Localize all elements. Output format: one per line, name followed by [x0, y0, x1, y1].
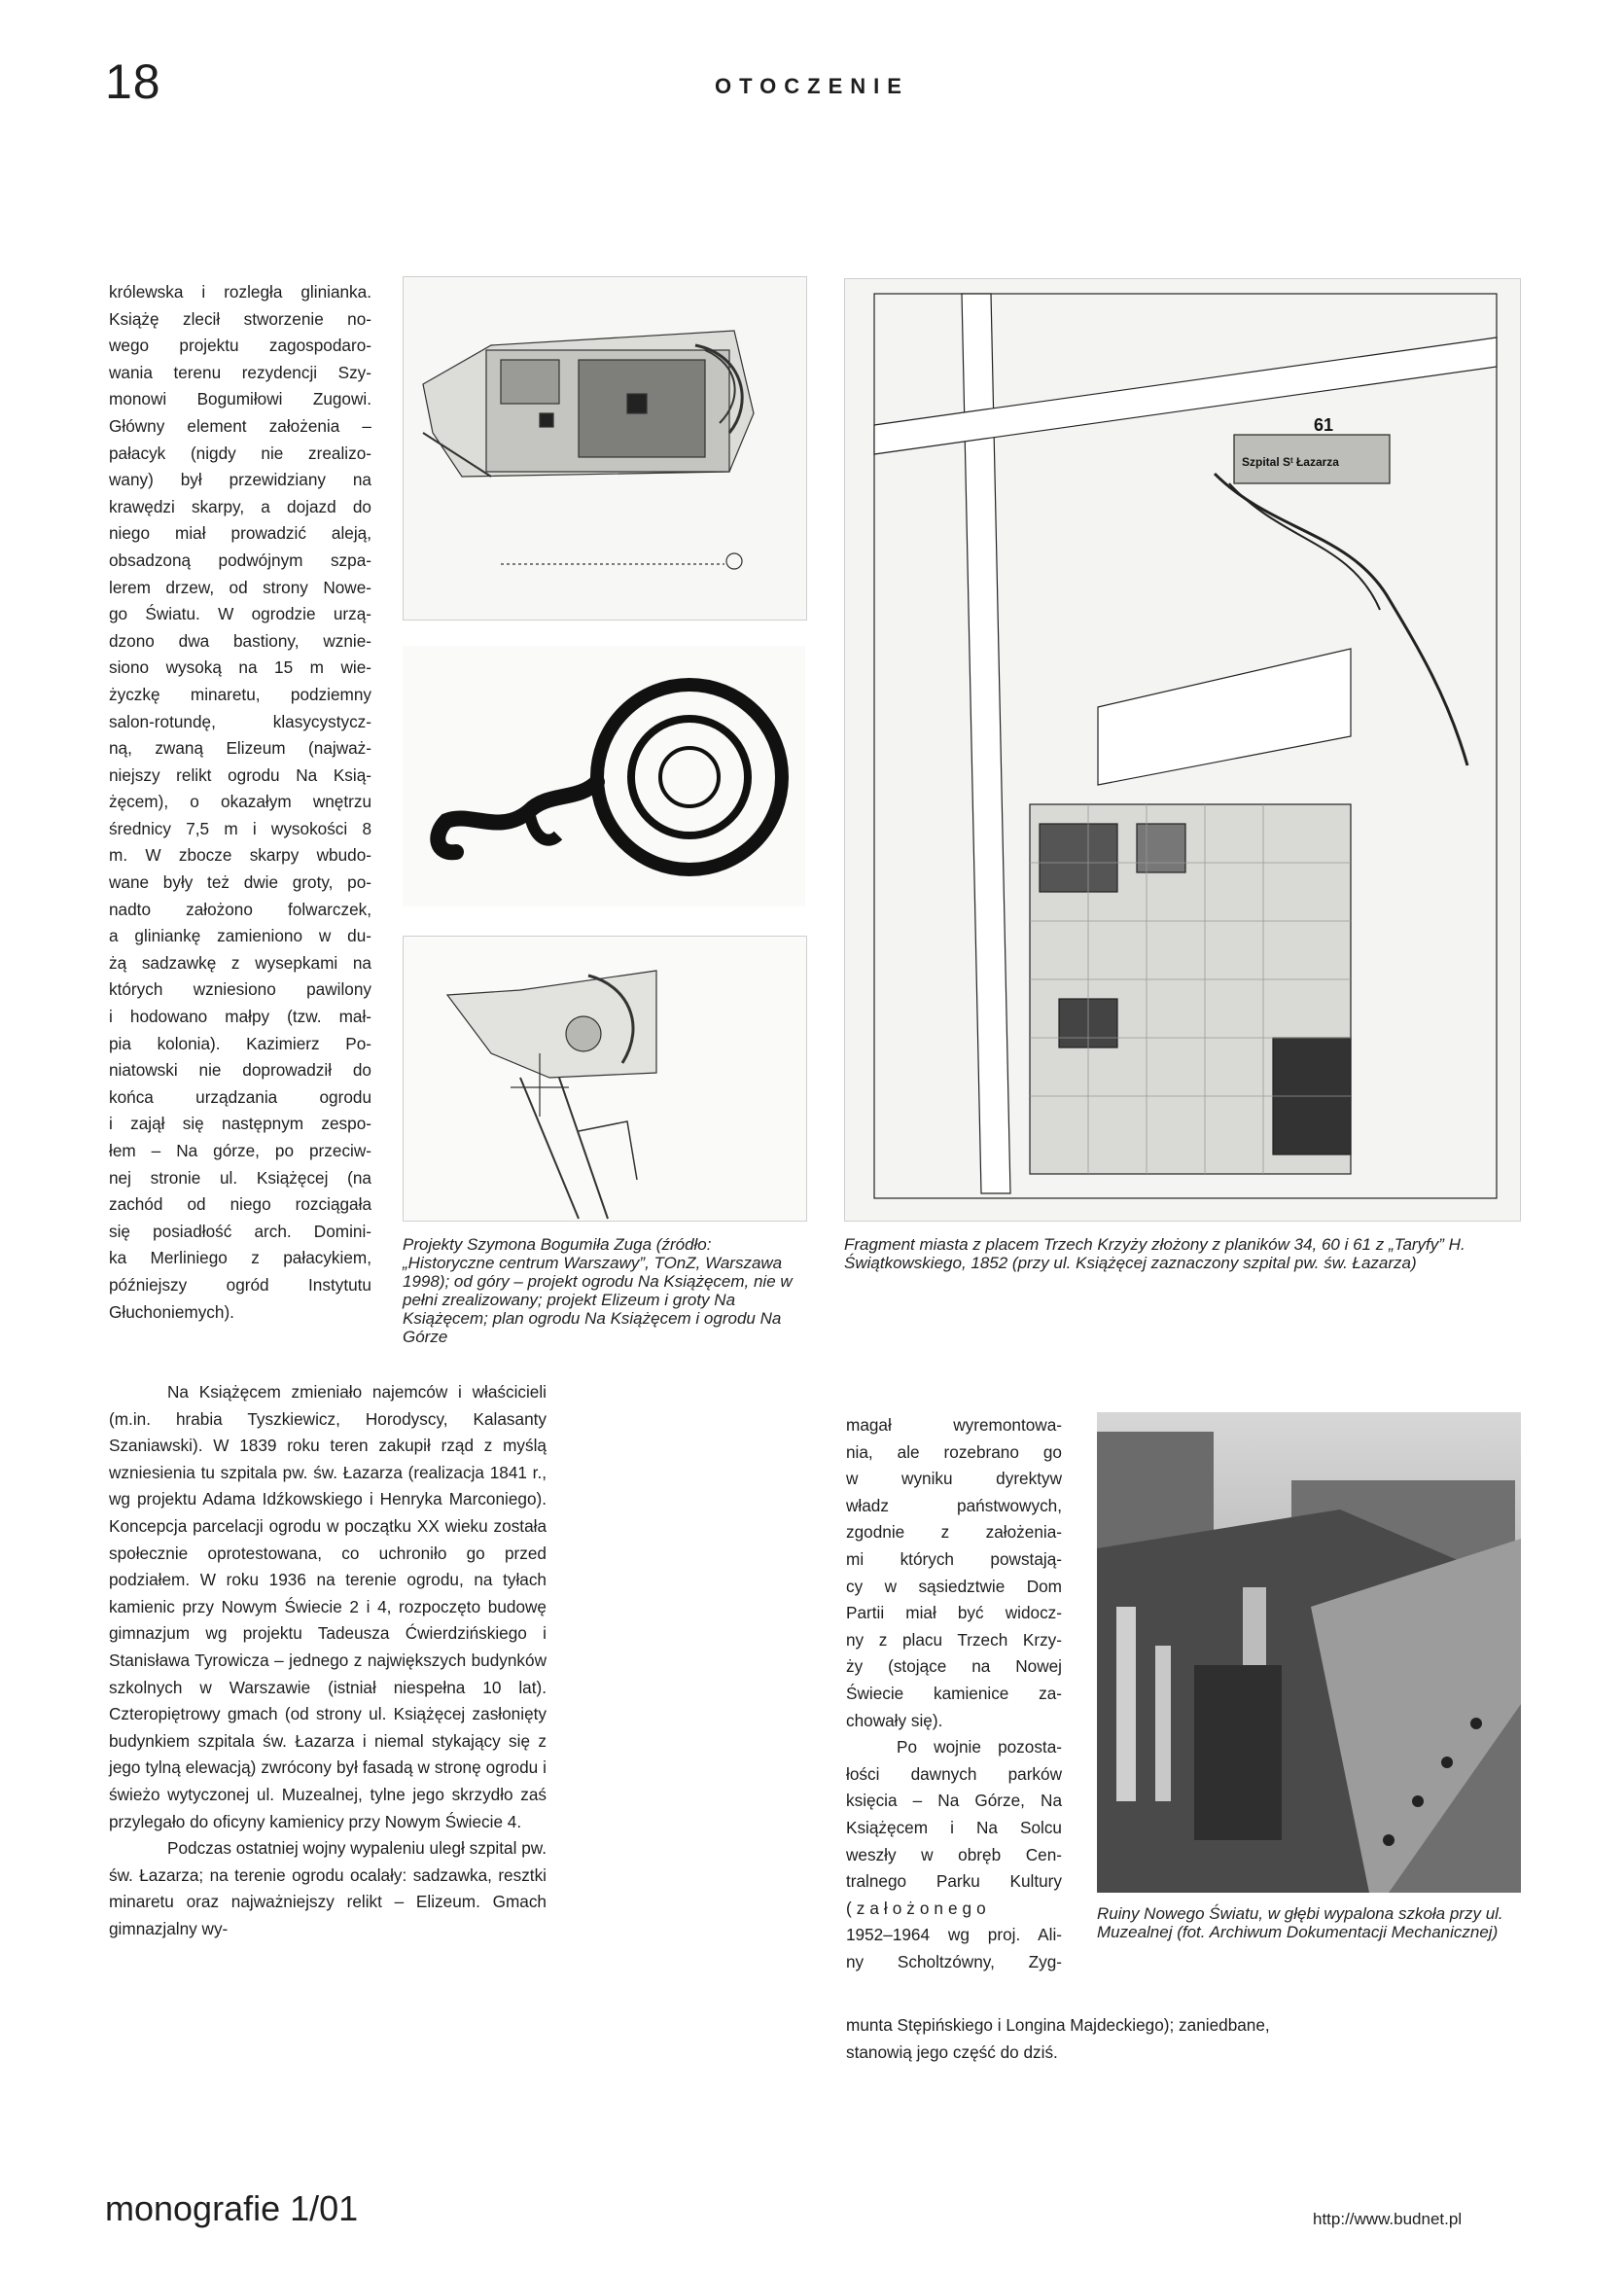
text-line: Partii miał być widocz-: [846, 1603, 1062, 1623]
text-line: Po wojnie pozosta-: [897, 1737, 1062, 1757]
text-line: późniejszy ogród Instytutu: [109, 1274, 371, 1295]
text-line: władz państwowych,: [846, 1495, 1062, 1515]
text-line: go Światu. W ogrodzie urzą-: [109, 604, 371, 624]
text-line: weszły w obręb Cen-: [846, 1844, 1062, 1864]
publication-title: monografie 1/01: [105, 2188, 359, 2228]
ruins-photo: [1097, 1412, 1521, 1893]
article-paragraph: Podczas ostatniej wojny wypaleniu uległ szpital pw. św. Łazarza; na terenie ogrodu ocalały: sadzawka, resztki minaretu oraz najważniejszy relikt – Elizeum. Gmach gimnazjalny wy-: [109, 1838, 547, 1938]
text-line: siono wysoką na 15 m wie-: [109, 657, 371, 678]
text-line: pałacyk (nigdy nie zrealizo-: [109, 443, 371, 463]
text-line: ny z placu Trzech Krzy-: [846, 1629, 1062, 1650]
text-line: się posiadłość arch. Domini-: [109, 1221, 371, 1241]
text-line: nej stronie ul. Książęcej (na: [109, 1167, 371, 1188]
text-line: zachód od niego rozciągała: [109, 1194, 371, 1215]
article-column-1: [109, 279, 371, 1326]
text-line: monowi Bogumiłowi Zugowi.: [109, 389, 371, 409]
text-line: Główny element założenia –: [109, 415, 371, 436]
text-line: niatowski nie doprowadził do: [109, 1060, 371, 1081]
text-line: mi których powstają-: [846, 1548, 1062, 1569]
text-line: krawędzi skarpy, a dojazd do: [109, 496, 371, 516]
text-line: wane były też dwie groty, po-: [109, 872, 371, 893]
publisher-url[interactable]: http://www.budnet.pl: [1313, 2210, 1463, 2228]
text-line: zgodnie z założenia-: [846, 1522, 1062, 1543]
text-line: a gliniankę zamieniono w du-: [109, 926, 371, 946]
text-line: ną, zwaną Elizeum (najważ-: [109, 738, 371, 759]
article-column-3: [846, 1412, 1062, 1975]
text-line: w wyniku dyrektyw: [846, 1469, 1062, 1489]
text-line: nia, ale rozebrano go: [846, 1441, 1062, 1462]
garden-project-drawing: [403, 276, 807, 621]
article-column-1b: [109, 1379, 547, 1942]
text-line: łości dawnych parków: [846, 1763, 1062, 1784]
text-line: życzkę minaretu, podziemny: [109, 684, 371, 704]
text-line: ny Scholtzówny, Zyg-: [846, 1951, 1062, 1971]
text-line: 1952–1964 wg proj. Ali-: [846, 1925, 1062, 1945]
text-line: końca urządzania ogrodu: [109, 1086, 371, 1107]
text-line: pia kolonia). Kazimierz Po-: [109, 1033, 371, 1053]
text-line: żęcem), o okazałym wnętrzu: [109, 792, 371, 812]
garden-plan-drawing: [403, 936, 807, 1222]
text-line: salon-rotundę, klasycystycz-: [109, 711, 371, 731]
page-number: 18: [105, 54, 161, 109]
text-line: Książę zlecił stworzenie no-: [109, 308, 371, 329]
text-line: łem – Na górze, po przeciw-: [109, 1141, 371, 1160]
text-line: obsadzoną podwójnym szpa-: [109, 550, 371, 570]
city-map: [844, 278, 1521, 1222]
text-line: dzono dwa bastiony, wznie-: [109, 630, 371, 651]
text-line: żą sadzawkę z wysepkami na: [109, 952, 371, 973]
text-line: i zajął się następnym zespo-: [109, 1114, 371, 1134]
text-line: królewska i rozległa glinianka.: [109, 282, 371, 302]
text-line: niego miał prowadzić aleją,: [109, 523, 371, 544]
text-line: Świecie kamienice za-: [846, 1683, 1062, 1703]
text-line: wania terenu rezydencji Szy-: [109, 362, 371, 382]
text-line: (założonego: [846, 1898, 991, 1918]
article-column-3-tail: munta Stępińskiego i Longina Majdeckiego); zaniedbane, stanowią jego część do dziś.: [846, 2015, 1270, 2062]
text-line: Książęcem i Na Solcu: [846, 1817, 1062, 1837]
text-line: wego projektu zagospodaro-: [109, 336, 371, 356]
text-line: cy w sąsiedztwie Dom: [846, 1576, 1062, 1596]
text-line: średnicy 7,5 m i wysokości 8: [109, 818, 371, 838]
elizeum-plan-drawing: [403, 646, 805, 906]
text-line: tralnego Parku Kultury: [846, 1871, 1062, 1892]
text-line: niejszy relikt ogrodu Na Ksią-: [109, 764, 371, 785]
map-label-61: 61: [1314, 415, 1334, 435]
text-line: i hodowano małpy (tzw. mał-: [109, 1007, 371, 1027]
caption-zug-projects: Projekty Szymona Bogumiła Zuga (źródło: „Historyczne centrum Warszawy”, TOnZ, Warszawa 1998); od góry – projekt ogrodu Na Książęcem, nie w pełni zrealizowany; projekt Elizeum i groty Na Książęcem; plan ogrodu Na Książęcem i ogrodu Na Górze: [403, 1235, 793, 1346]
text-line: ży (stojące na Nowej: [846, 1656, 1062, 1677]
text-line: których wzniesiono pawilony: [109, 979, 371, 1000]
text-line: Głuchoniemych).: [109, 1301, 234, 1322]
text-line: lerem drzew, od strony Nowe-: [109, 577, 371, 597]
text-line: księcia – Na Górze, Na: [846, 1791, 1062, 1811]
caption-city-map: Fragment miasta z placem Trzech Krzyży złożony z planików 34, 60 i 61 z „Taryfy” H. Świątkowskiego, 1852 (przy ul. Książęcej zaznaczony szpital pw. św. Łazarza): [844, 1235, 1465, 1272]
text-line: nadto założono folwarczek,: [109, 899, 371, 919]
text-line: ka Merliniego z pałacykiem,: [109, 1248, 371, 1268]
text-line: m. W zbocze skarpy wbudo-: [109, 845, 371, 866]
section-title: OTOCZENIE: [715, 74, 909, 98]
text-line: wany) był przewidziany na: [109, 470, 371, 490]
caption-ruins-photo: Ruiny Nowego Światu, w głębi wypalona szkoła przy ul. Muzealnej (fot. Archiwum Dokumentacji Mechanicznej): [1097, 1904, 1503, 1941]
text-line: magał wyremontowa-: [846, 1415, 1062, 1435]
map-label-hospital: Szpital Sᵗ Łazarza: [1242, 455, 1339, 469]
text-line: chowały się).: [846, 1710, 943, 1730]
article-paragraph: Na Książęcem zmieniało najemców i właścicieli (m.in. hrabia Tyszkiewicz, Horodyscy, Kalasanty Szaniawski). W 1839 roku teren zakupił rząd z myślą wzniesienia tu szpitala pw. św. Łazarza (realizacja 1841 r., wg projektu Adama Idźkowskiego i Henryka Marconiego). Koncepcja parcelacji ogrodu w początku XX wieku została społecznie oprotestowana, co uchroniło go przed podziałem. W roku 1936 na terenie ogrodu, na tyłach kamienic przy Nowym Świecie 2 i 4, rozpoczęto budowę gimnazjum wg projektu Tadeusza Ćwierdzińskiego i Stanisława Tyrowicza – jednego z największych budynków szkolnych w Warszawie (istniał niespełna 10 lat). Czteropiętrowy gmach (od strony ul. Książęcej zasłonięty budynkiem szpitala św. Łazarza i niemal stykający się z jego tylną elewacją) zwrócony był fasadą w stronę ogrodu i świeżo wytyczonej ul. Muzealnej, tylne jego skrzydło zaś przylegało do oficyny kamienicy przy Nowym Świecie 4.: [109, 1382, 547, 1831]
